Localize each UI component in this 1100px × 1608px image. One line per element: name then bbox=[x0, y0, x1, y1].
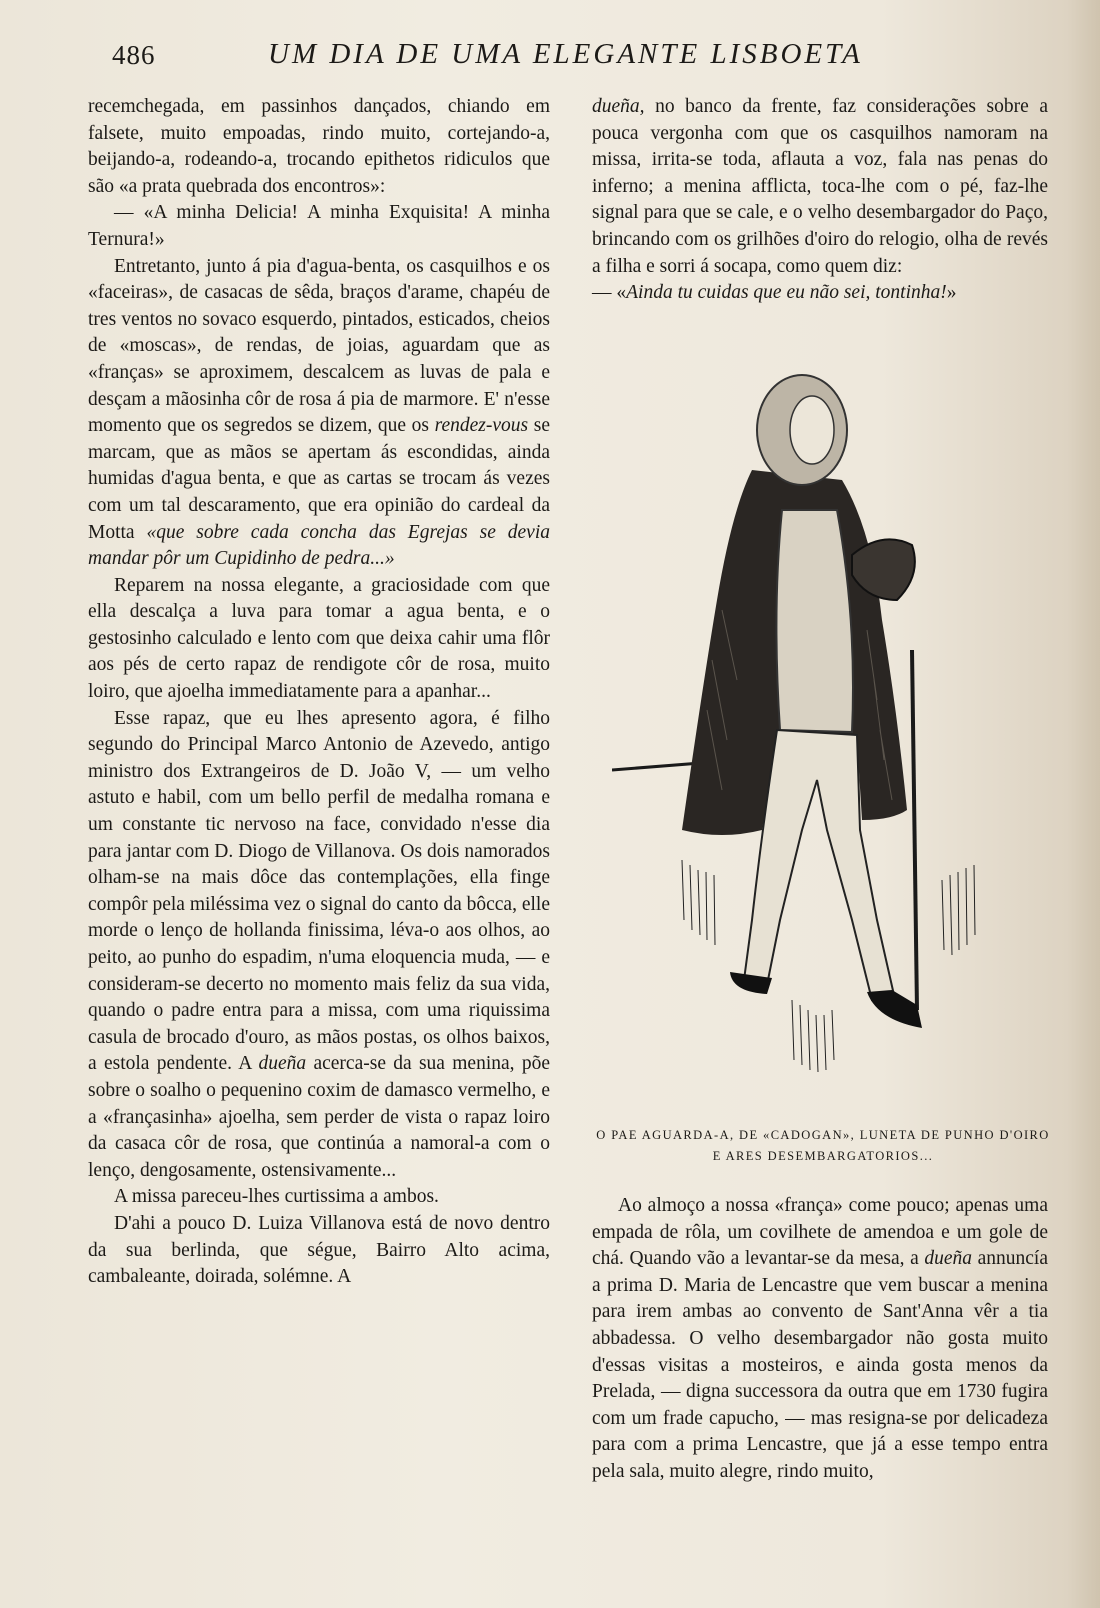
ground-hatching bbox=[682, 860, 975, 1072]
cane bbox=[912, 650, 917, 1010]
engraving-illustration bbox=[612, 360, 1022, 1105]
page-number: 486 bbox=[112, 40, 156, 70]
running-title: UM DIA DE UMA ELEGANTE LISBOETA bbox=[268, 38, 863, 70]
face bbox=[790, 396, 834, 464]
waistcoat bbox=[776, 510, 853, 732]
shoes bbox=[730, 972, 922, 1028]
italic-text: dueña bbox=[258, 1053, 307, 1075]
text-run: se marcam, que as mãos se apertam ás escondidas, ainda humidas d'agua benta, e que as cartas se trocam ás vezes com um tal descaramento, que era opinião do cardeal da Motta bbox=[88, 415, 551, 543]
text-run: acerca-se da sua menina, põe sobre o soalho o pequenino coxim de damasco vermelho, e a «françasinha» ajoelha, sem perder de vista o rapaz loiro da casaca côr de rosa, que continúa a namoral-a com o lenço, dengosamente, ostensivamente... bbox=[88, 1053, 550, 1181]
text-run: Entretanto, junto á pia d'agua-benta, os casquilhos e os «faceiras», de casacas de sêda, braços d'arame, chapéu de tres ventos no sovaco esquerdo, pintados, esticados, cheios de «moscas», de rendas, de joias, aguardam que as «franças» se aproximem, descalcem as luvas de pala e desçam a mãosinha côr de rosa á pia de marmore. E' n'esse momento que os segredos se dizem, que os bbox=[88, 255, 550, 437]
left-column bbox=[88, 94, 550, 1291]
paragraph bbox=[592, 1193, 1048, 1486]
text-run: » bbox=[946, 282, 957, 304]
text-run: annuncía a prima D. Maria de Lencastre que vem buscar a menina para irem ambas ao convento de Sant'Anna vêr a tia abbadessa. O velho desembargador não gosta muito d'essas visitas a mosteiros, e ainda gosta menos da Prelada, — digna successora da outra que em 1730 fugira com um frade capucho, — mas resigna-se por delicadeza para com a prima Lencastre, que já a esse tempo entra pela sala, muito alegre, rindo muito, bbox=[592, 1248, 1049, 1482]
right-column-top bbox=[592, 94, 1048, 307]
text-run: Esse rapaz, que eu lhes apresento agora, é filho segundo do Principal Marco Antonio de Azevedo, antigo ministro dos Extrangeiros de D. João V, — um velho astuto e habil, com um bello perfil de medalha romana e um constante tic nervoso na face, convidado n'esse dia para jantar com D. Diogo de Villanova. Os dois namorados olham-se na mais dôce das contemplações, ella finge compôr pela miléssima vez o signal do canto da bôcca, elle morde o lenço de hollanda finissima, léva-o aos olhos, ao peito, ao punho do espadim, n'uma eloquencia muda, — e consideram-se decerto no momento mais feliz da sua vida, quando o padre entra para a missa, com uma riquissima casula de brocado d'ouro, as mãos postas, os olhos baixos, a estola pendente. A bbox=[88, 707, 550, 1075]
paragraph: — «A minha Delicia! A minha Exquisita! A minha Ternura!» bbox=[88, 202, 550, 250]
illustration-caption bbox=[590, 1125, 1056, 1167]
paragraph bbox=[88, 254, 550, 573]
italic-text: rendez-vous bbox=[434, 415, 529, 437]
caption-line: E ARES DESEMBARGATORIOS... bbox=[712, 1149, 934, 1163]
page-header bbox=[112, 36, 882, 76]
caption-line: O PAE AGUARDA-A, DE «CADOGAN», LUNETA DE PUNHO D'OIRO bbox=[596, 1128, 1050, 1142]
paragraph bbox=[88, 706, 550, 1185]
italic-text: dueña, bbox=[592, 96, 645, 117]
italic-quote: Ainda tu cuidas que eu não sei, tontinha! bbox=[626, 282, 947, 304]
paragraph: D'ahi a pouco D. Luiza Villanova está de novo dentro da sua berlinda, que ségue, Bairro Alto acima, cambaleante, doirada, solémne. A bbox=[88, 1212, 550, 1288]
text-run: Ao almoço a nossa «françа» come pouco; apenas uma empada de rôla, um covilhete de amendoa e um gole de chá. Quando vão a levantar-se da mesa, a bbox=[592, 1195, 1048, 1270]
paragraph: A missa pareceu-lhes curtissima a ambos. bbox=[114, 1186, 439, 1208]
text-run: — « bbox=[592, 282, 627, 304]
paragraph bbox=[592, 94, 1048, 307]
italic-quote: «que sobre cada concha das Egrejas se devia mandar pôr um Cupidinho de pedra...» bbox=[88, 521, 551, 570]
paragraph: recemchegada, em passinhos dançados, chiando em falsete, muito empoadas, rindo muito, cortejando-a, beijando-a, rodeando-a, trocando epithetos ridiculos que são «a prata quebrada dos encontros»: bbox=[88, 96, 550, 197]
paragraph: Reparem na nossa elegante, a graciosidade com que ella descalça a luva para tomar a agua benta, e o gestosinho calculado e lento com que deixa cahir uma flôr aos pés de certo rapaz de rendigote côr de rosa, muito loiro, que ajoelha immediatamente para a apanhar... bbox=[88, 574, 550, 703]
text-run: no banco da frente, faz considerações sobre a pouca vergonha com que os casquilhos namoram na missa, irrita-se toda, aflauta a voz, fala nas penas do inferno; a menina afflicta, toca-lhe com o pé, faz-lhe signal para que se cale, e o velho desembargador do Paço, brincando com os grilhões d'oiro do relogio, olha de revés a filha e sorri á socapa, como quem diz: bbox=[592, 96, 1048, 277]
right-column-bottom bbox=[592, 1193, 1048, 1486]
italic-text: dueña bbox=[924, 1248, 973, 1270]
